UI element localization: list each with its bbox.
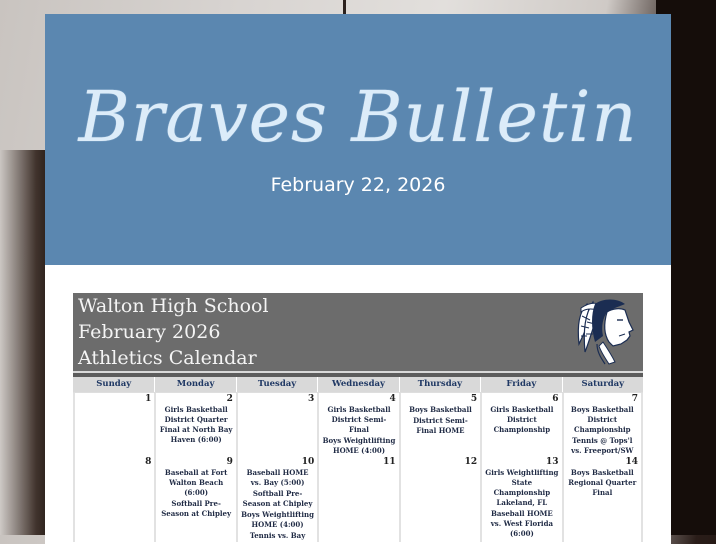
calendar-event: Boys Basketball bbox=[409, 405, 472, 414]
calendar-day-cell bbox=[73, 393, 154, 457]
calendar-event: Softball Pre-Season at Chipley bbox=[242, 489, 313, 508]
calendar-header bbox=[73, 293, 643, 371]
banner-date: February 22, 2026 bbox=[270, 174, 446, 196]
calendar-event: Softball Pre-Season at Chipley bbox=[161, 499, 232, 518]
calendar-event: Tennis @ Tops'l vs. Freeport/SW bbox=[571, 436, 634, 455]
calendar-day-cell bbox=[317, 456, 398, 542]
calendar-event: Girls Weightlifting State Championship Lakeland, FL bbox=[485, 468, 559, 507]
date-number: 11 bbox=[383, 457, 396, 467]
calendar-event: Baseball at Fort Walton Beach (6:00) bbox=[164, 468, 228, 497]
date-number: 13 bbox=[546, 457, 559, 467]
date-number: 8 bbox=[145, 457, 152, 467]
calendar-event: Girls Basketball District Championship bbox=[490, 405, 554, 434]
date-number: 2 bbox=[226, 394, 233, 404]
calendar-day-cell bbox=[562, 393, 643, 457]
date-number: 3 bbox=[308, 394, 315, 404]
calendar-event: Boys Weightlifting HOME (4:00) bbox=[241, 510, 314, 529]
calendar-day-cell bbox=[236, 393, 317, 457]
calendar-event: Boys Basketball Regional Quarter Final bbox=[568, 468, 637, 497]
calendar-day-cell bbox=[236, 456, 317, 542]
calendar-event: Tennis vs. Bay bbox=[249, 531, 306, 540]
calendar-day-cell bbox=[154, 393, 235, 457]
calendar-day-cell bbox=[480, 456, 561, 542]
date-number: 7 bbox=[631, 394, 638, 404]
date-number: 10 bbox=[301, 457, 315, 467]
day-names-row bbox=[73, 377, 643, 392]
calendar-day-cell bbox=[154, 456, 235, 542]
braves-mascot-icon bbox=[573, 296, 637, 366]
calendar-day-cell bbox=[480, 393, 561, 457]
calendar-week-2 bbox=[73, 455, 643, 540]
date-number: 4 bbox=[389, 394, 396, 404]
day-name-tuesday: Tuesday bbox=[236, 377, 317, 392]
calendar-event: District Semi-Final HOME bbox=[413, 416, 468, 435]
calendar-event: Girls Basketball District Semi-Final bbox=[327, 405, 391, 434]
day-name-saturday: Saturday bbox=[562, 377, 643, 392]
calendar-month: February 2026 bbox=[78, 321, 221, 343]
date-number: 5 bbox=[470, 394, 478, 404]
calendar-event: Boys Basketball District Championship bbox=[570, 405, 634, 434]
banner-title: Braves Bulletin bbox=[78, 76, 638, 158]
day-name-thursday: Thursday bbox=[399, 377, 480, 392]
school-name: Walton High School bbox=[78, 295, 269, 317]
day-name-monday: Monday bbox=[154, 377, 235, 392]
newsletter-card bbox=[45, 14, 671, 544]
calendar-day-cell bbox=[562, 456, 643, 542]
calendar-title: Athletics Calendar bbox=[78, 347, 257, 369]
calendar-event: Girls Basketball District Quarter Final at North Bay Haven (6:00) bbox=[159, 405, 233, 444]
date-number: 6 bbox=[552, 394, 559, 404]
date-number: 1 bbox=[145, 394, 152, 404]
calendar-day-cell bbox=[399, 393, 480, 457]
athletics-calendar bbox=[73, 293, 643, 540]
date-number: 12 bbox=[464, 457, 478, 467]
calendar-event: Baseball HOME vs. West Florida (6:00) bbox=[490, 509, 554, 538]
calendar-week-1 bbox=[73, 392, 643, 455]
calendar-event: Boys Weightlifting HOME (4:00) bbox=[322, 436, 396, 455]
day-name-sunday: Sunday bbox=[96, 379, 132, 389]
day-name-wednesday: Wednesday bbox=[317, 377, 398, 392]
calendar-day-cell bbox=[317, 393, 398, 457]
day-name-friday: Friday bbox=[480, 377, 561, 392]
date-number: 9 bbox=[226, 457, 233, 467]
background-line bbox=[343, 0, 346, 14]
calendar-day-cell bbox=[73, 456, 154, 542]
calendar-event: Baseball HOME vs. Bay (5:00) bbox=[246, 468, 309, 487]
banner bbox=[45, 14, 671, 265]
date-number: 14 bbox=[625, 457, 638, 467]
calendar-day-cell bbox=[399, 456, 480, 542]
